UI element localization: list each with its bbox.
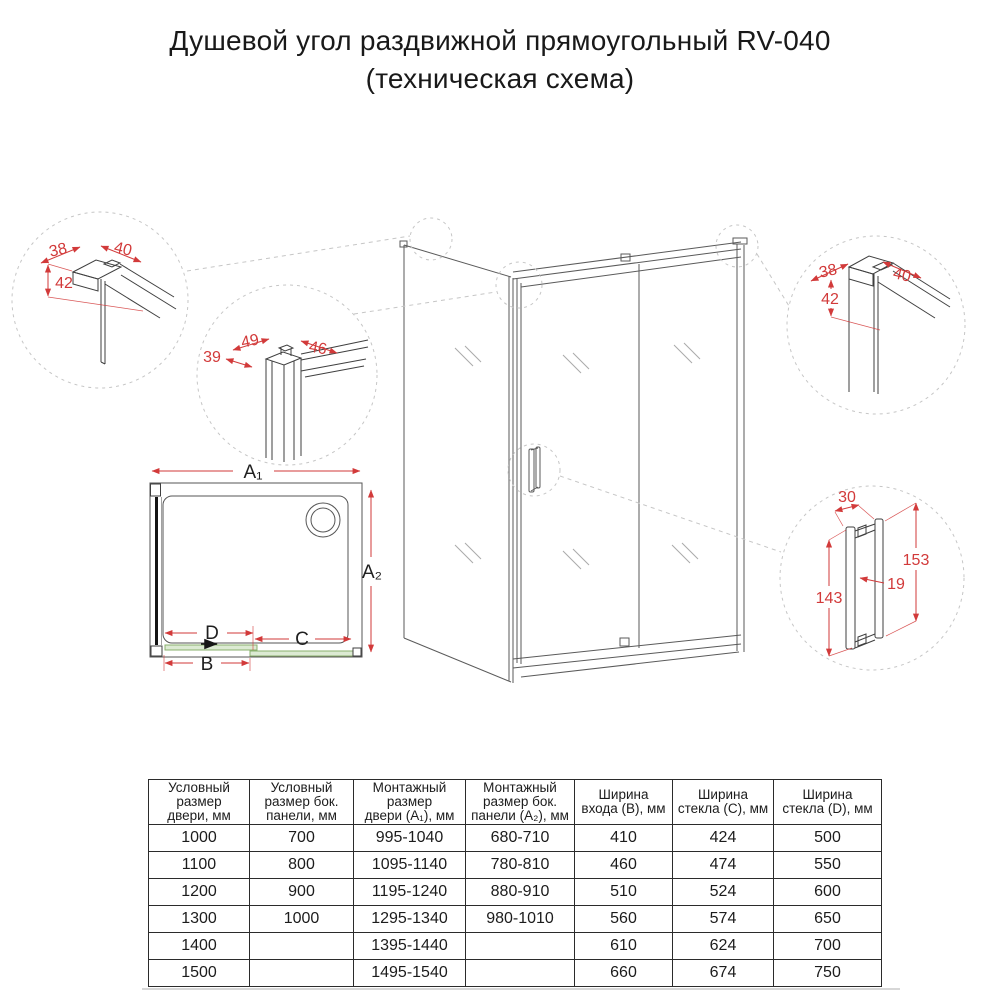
dim-40-right: 40 bbox=[891, 265, 913, 286]
table-cell: 1000 bbox=[250, 906, 354, 933]
table-cell: 1100 bbox=[149, 852, 250, 879]
dim-38-left: 38 bbox=[47, 240, 69, 261]
col-door-nominal: Условный размер двери, мм bbox=[149, 780, 250, 825]
glass-shine-marks bbox=[455, 343, 700, 569]
dim-b-label: B bbox=[200, 654, 214, 675]
table-cell: 600 bbox=[774, 879, 882, 906]
table-cell: 1300 bbox=[149, 906, 250, 933]
col-glass-c: Ширина стекла (C), мм bbox=[673, 780, 774, 825]
table-cell: 1495-1540 bbox=[354, 960, 466, 987]
page-title-line2: (техническая схема) bbox=[365, 63, 635, 94]
plan-view bbox=[150, 462, 382, 675]
side-panel-3d bbox=[400, 241, 513, 683]
dim-42-right: 42 bbox=[821, 291, 839, 308]
wall-profile-art bbox=[266, 340, 368, 462]
table-cell: 700 bbox=[774, 933, 882, 960]
dim-a1-label: A₁ bbox=[243, 462, 263, 483]
door-handle-3d bbox=[529, 447, 540, 492]
dim-a2-label: A₂ bbox=[361, 562, 383, 583]
side-panel-plan bbox=[151, 484, 163, 656]
table-cell: 610 bbox=[575, 933, 673, 960]
table-cell: 474 bbox=[673, 852, 774, 879]
dim-c bbox=[255, 629, 351, 650]
table-cell: 680-710 bbox=[466, 825, 575, 852]
table-cell: 460 bbox=[575, 852, 673, 879]
table-cell: 650 bbox=[774, 906, 882, 933]
detail-top-right-corner bbox=[787, 236, 965, 414]
dim-a1 bbox=[152, 462, 360, 483]
dim-19: 19 bbox=[887, 576, 905, 593]
col-door-mount: Монтажный размер двери (A₁), мм bbox=[354, 780, 466, 825]
table-cell: 995-1040 bbox=[354, 825, 466, 852]
table-cell: 574 bbox=[673, 906, 774, 933]
col-panel-mount: Монтажный размер бок. панели (A₂), мм bbox=[466, 780, 575, 825]
table-cell bbox=[466, 960, 575, 987]
table-cell: 780-810 bbox=[466, 852, 575, 879]
enclosure-3d-view bbox=[187, 218, 789, 683]
table-cell: 524 bbox=[673, 879, 774, 906]
size-spec-table bbox=[148, 779, 882, 987]
table-cell: 560 bbox=[575, 906, 673, 933]
table-row bbox=[149, 906, 882, 933]
table-cell: 500 bbox=[774, 825, 882, 852]
door-frame-3d bbox=[513, 238, 747, 677]
page-title-line1: Душевой угол раздвижной прямоугольный RV-040 bbox=[169, 25, 831, 56]
table-row bbox=[149, 933, 882, 960]
shower-tray-inner bbox=[163, 496, 348, 643]
table-cell: 1395-1440 bbox=[354, 933, 466, 960]
table-cell: 1200 bbox=[149, 879, 250, 906]
detail-handle bbox=[780, 486, 964, 670]
table-cell: 1095-1140 bbox=[354, 852, 466, 879]
dim-38-right: 38 bbox=[817, 261, 839, 282]
table-cell: 1295-1340 bbox=[354, 906, 466, 933]
table-cell: 510 bbox=[575, 879, 673, 906]
table-cell: 424 bbox=[673, 825, 774, 852]
dim-46: 46 bbox=[307, 338, 329, 359]
table-cell: 550 bbox=[774, 852, 882, 879]
shower-tray-outline bbox=[150, 483, 362, 657]
col-panel-nominal: Условный размер бок. панели, мм bbox=[250, 780, 354, 825]
table-cell: 1400 bbox=[149, 933, 250, 960]
table-cell: 700 bbox=[250, 825, 354, 852]
table-cell: 660 bbox=[575, 960, 673, 987]
dim-39: 39 bbox=[203, 349, 221, 366]
dim-153: 153 bbox=[902, 552, 930, 569]
table-cell bbox=[466, 933, 575, 960]
table-cell: 800 bbox=[250, 852, 354, 879]
col-glass-d: Ширина стекла (D), мм bbox=[774, 780, 882, 825]
dim-40-left: 40 bbox=[112, 239, 134, 260]
glass-panel-c bbox=[250, 651, 353, 656]
dim-a2 bbox=[362, 490, 382, 652]
drain-circle-inner bbox=[311, 508, 335, 532]
table-cell: 880-910 bbox=[466, 879, 575, 906]
dim-143: 143 bbox=[815, 590, 843, 607]
table-cell: 1195-1240 bbox=[354, 879, 466, 906]
dim-42-left: 42 bbox=[55, 275, 73, 292]
table-cell bbox=[250, 960, 354, 987]
dim-30: 30 bbox=[838, 489, 856, 506]
dim-d-label: D bbox=[205, 623, 219, 644]
table-cell: 1000 bbox=[149, 825, 250, 852]
table-row bbox=[149, 960, 882, 987]
detail-top-left-corner bbox=[12, 212, 188, 388]
detail-wall-profile bbox=[197, 285, 377, 465]
table-cell: 1500 bbox=[149, 960, 250, 987]
table-row bbox=[149, 852, 882, 879]
bottom-divider bbox=[142, 988, 900, 990]
table-cell: 674 bbox=[673, 960, 774, 987]
glass-panel-d bbox=[165, 645, 257, 650]
corner-profile-art bbox=[73, 260, 176, 364]
col-entry-width: Ширина входа (B), мм bbox=[575, 780, 673, 825]
dim-c-label: C bbox=[295, 629, 309, 650]
table-cell: 624 bbox=[673, 933, 774, 960]
handle-art bbox=[846, 519, 883, 649]
table-cell: 750 bbox=[774, 960, 882, 987]
callout-rings bbox=[410, 218, 758, 496]
table-header-row bbox=[149, 780, 882, 825]
dim-49: 49 bbox=[239, 331, 261, 352]
leader-lines bbox=[187, 236, 789, 552]
table-cell: 900 bbox=[250, 879, 354, 906]
table-row bbox=[149, 825, 882, 852]
table-cell bbox=[250, 933, 354, 960]
table-cell: 980-1010 bbox=[466, 906, 575, 933]
table-row bbox=[149, 879, 882, 906]
panel-end-profile bbox=[353, 648, 361, 656]
table-cell: 410 bbox=[575, 825, 673, 852]
